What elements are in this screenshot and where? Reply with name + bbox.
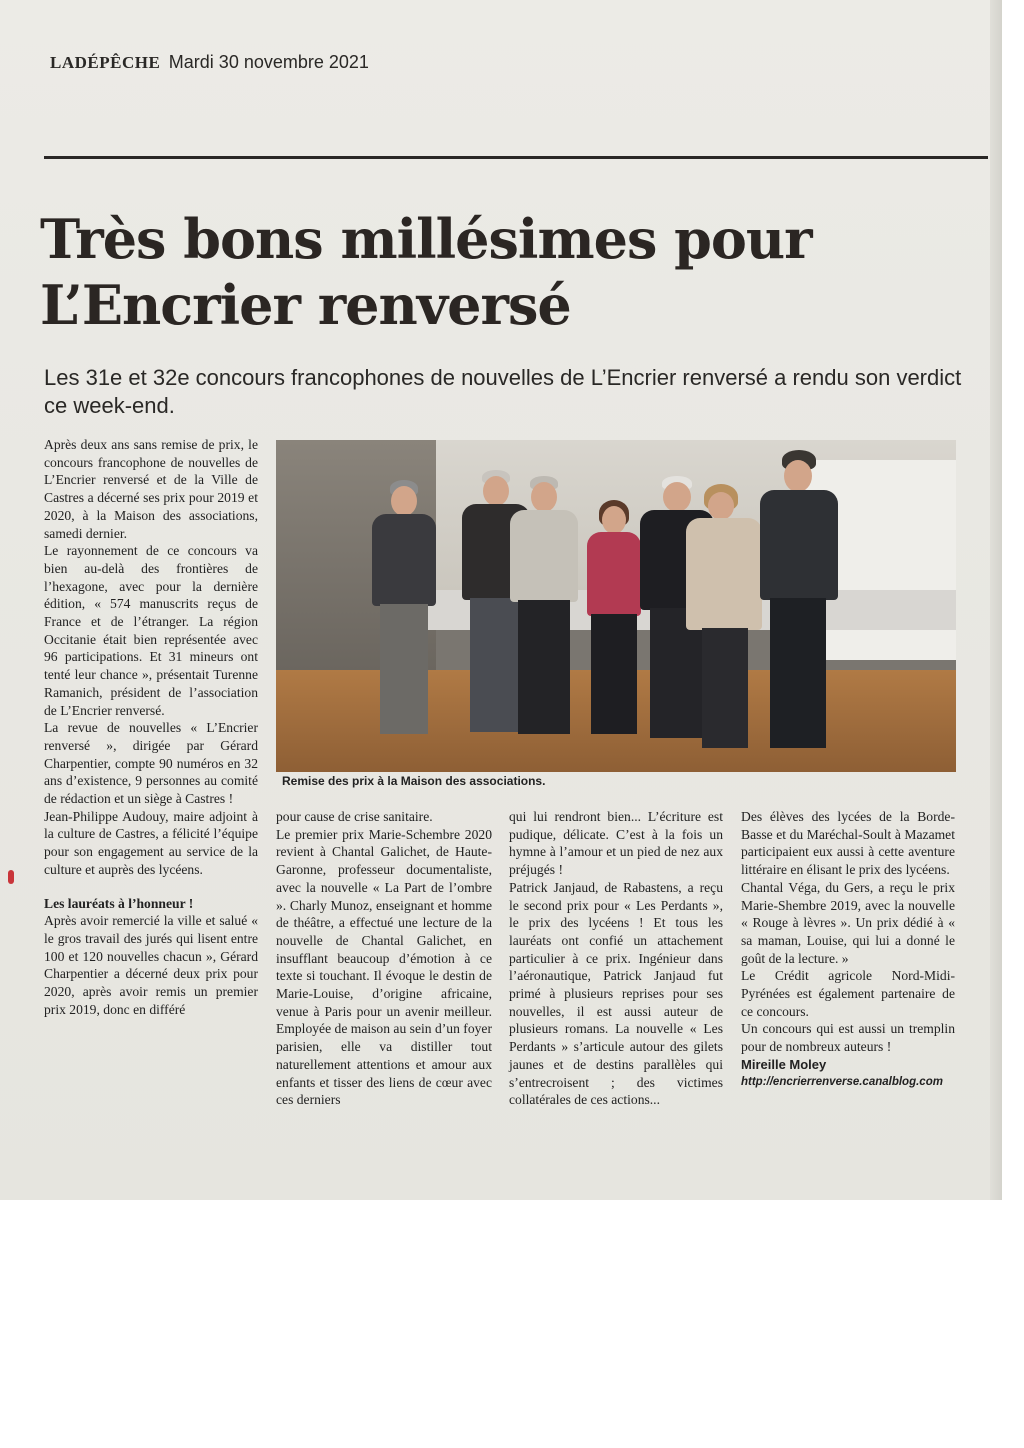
headline	[40, 206, 980, 338]
photo-caption: Remise des prix à la Maison des associations.	[282, 774, 546, 788]
paragraph: Le rayonnement de ce concours va bien au-delà des frontières de l’hexagone, avec pour la dernière édition, « 574 manuscrits reçus de France et de l’étranger. La région Occitanie était bien représentée avec 96 participations. Et 31 mineurs ont tenté leur chance », présentait Turenne Ramanich, président de l’association de L’Encrier renversé.	[44, 543, 258, 718]
masthead	[50, 52, 369, 73]
header-rule	[44, 156, 988, 159]
paragraph: Jean-Philippe Audouy, maire adjoint à la culture de Castres, a félicité l’équipe pour son engagement au service de la culture et auprès des lycéens.	[44, 808, 258, 877]
paragraph: Des élèves des lycées de la Borde-Basse et du Maréchal-Soult à Mazamet participaient eux aussi à cette aventure littéraire en élisant le prix des lycéens.	[741, 809, 955, 878]
paragraph: Chantal Véga, du Gers, a reçu le prix Marie-Shembre 2019, avec la nouvelle « Rouge à lèvres ». Un prix dédié à « sa maman, Louise, qui lui a donné le goût de la lecture. »	[741, 879, 955, 966]
paragraph: pour cause de crise sanitaire.	[276, 809, 433, 824]
newspaper-name: LADÉPÊCHE	[50, 53, 161, 72]
paragraph: La revue de nouvelles « L’Encrier renversé », dirigée par Gérard Charpentier, compte 90 numéros en 32 ans d’existence, 9 personnes au comité de rédaction et un siège à Castres !	[44, 720, 258, 807]
article-column-3	[509, 808, 723, 1109]
paragraph: Le Crédit agricole Nord-Midi-Pyrénées est également partenaire de ce concours.	[741, 968, 955, 1019]
paragraph: Après deux ans sans remise de prix, le concours francophone de nouvelles de L’Encrier renversé et de la Ville de Castres a décerné ses prix pour 2019 et 2020, à la Maison des associations, samedi dernier.	[44, 437, 258, 541]
standfirst: Les 31e et 32e concours francophones de nouvelles de L’Encrier renversé a rendu son verdict ce week-end.	[44, 365, 962, 418]
award-photo	[276, 440, 956, 772]
article-column-1	[44, 436, 258, 1019]
paragraph: qui lui rendront bien... L’écriture est pudique, délicate. C’est à la fois un hymne à l’amour et un pied de nez aux préjugés !	[509, 809, 723, 878]
headline-line-2: L’Encrier renversé	[40, 273, 571, 337]
publication-date: Mardi 30 novembre 2021	[168, 52, 369, 72]
paragraph: Patrick Janjaud, de Rabastens, a reçu le second prix pour « Les Perdants », le prix des lycéens ! Et tous les lauréats ont confié un attachement particulier à ce prix. Ingénieur dans l’aéronautique, Patrick Janjaud fut primé à plusieurs reprises pour ses nouvelles, il est aussi auteur de plusieurs romans. La nouvelle « Les Perdants » s’articule autour des gilets jaunes et de destins parallèles qui s’entrecroisent ; des victimes collatérales de ces actions...	[509, 879, 723, 1108]
paragraph: Le premier prix Marie-Schembre 2020 revient à Chantal Galichet, de Haute-Garonne, professeur documentaliste, avec la nouvelle « La Part de l’ombre ». Charly Munoz, enseignant et homme de théâtre, a effectué une lecture de la nouvelle de Chantal Galichet, en insufflant beaucoup d’émotion à ce texte si touchant. Il évoque le destin de Marie-Louise, d’origine africaine, venue à Paris pour un avenir meilleur. Employée de maison au sein d’un foyer parisien, elle va distiller tout naturellement attentions et amour aux enfants et tisser des liens de cœur avec ces derniers	[276, 826, 492, 1108]
subheading: Les lauréats à l’honneur !	[44, 895, 194, 911]
clipping-edge	[990, 0, 1002, 1200]
ink-mark	[8, 870, 14, 884]
article-column-2	[276, 808, 492, 1109]
article-column-4	[741, 808, 955, 1091]
paragraph: Un concours qui est aussi un tremplin pour de nombreux auteurs !	[741, 1021, 955, 1055]
headline-line-1: Très bons millésimes pour	[40, 207, 812, 271]
source-url: http://encrierrenverse.canalblog.com	[741, 1075, 943, 1088]
paragraph: Après avoir remercié la ville et salué « le gros travail des jurés qui lisent entre 100 et 120 nouvelles chacun », Gérard Charpentier a décerné deux prix pour 2020, après avoir remis un premier prix 2019, donc en différé	[44, 913, 258, 1017]
article-author: Mireille Moley	[741, 1056, 827, 1072]
